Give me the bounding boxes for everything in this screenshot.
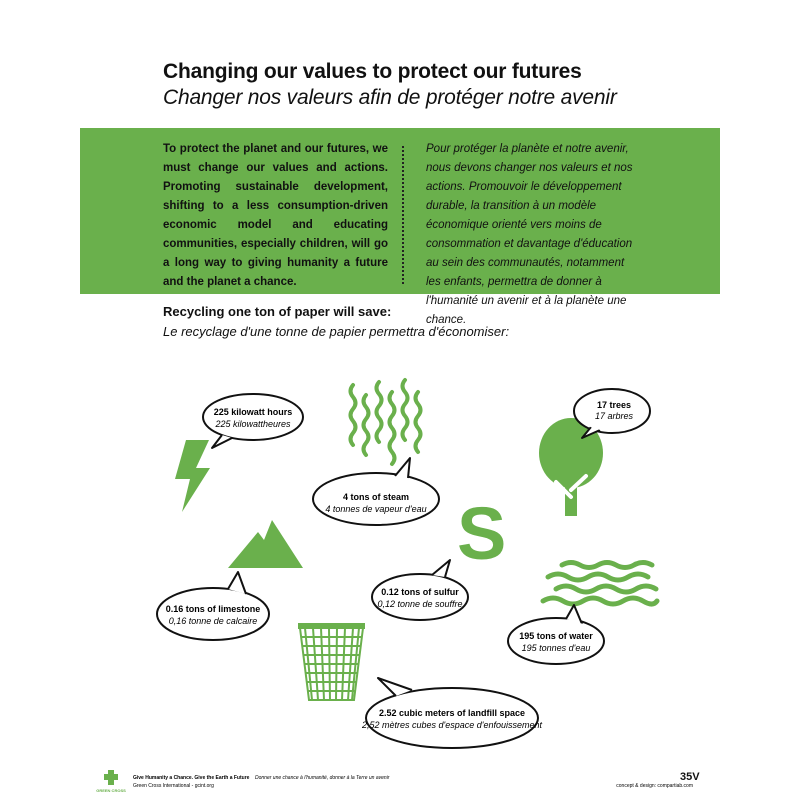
bubble-landfill (361, 678, 543, 748)
page-title-french: Changer nos valeurs afin de protéger notre avenir (163, 86, 617, 109)
bubble-water (508, 605, 604, 664)
footer-org: Green Cross International - gcint.org (133, 783, 214, 789)
footer-tagline-french: Donner une chance à l'humanité, donner à la Terre un avenir (255, 775, 390, 781)
sulfur-label: 0.12 tons of sulfur (381, 587, 459, 597)
landfill-label: 2.52 cubic meters of landfill space (378, 708, 526, 718)
bubble-steam (313, 458, 439, 525)
page-title: Changing our values to protect our futures (163, 60, 582, 83)
bubble-kilowatt (203, 394, 303, 448)
steam-label: 4 tons of steam (342, 492, 410, 502)
steam-label-french: 4 tonnes de vapeur d'eau (325, 504, 427, 514)
intro-text-french: Pour protéger la planète et notre avenir, nous devons changer nos valeurs et nos actions. Promouvoir le développement durable, la transition à un modèle économique orienté vers moins de consommation et davantage d'éducation au sein des communautés, notamment les enfants, permettra de donner à l'humanité un avenir et à la planète une chance. (426, 143, 633, 326)
mountain-icon (228, 520, 303, 568)
kilowatt-label: 225 kilowatt hours (213, 407, 293, 417)
water-label: 195 tons of water (519, 631, 593, 641)
logo-text: GREEN CROSS (96, 788, 126, 793)
limestone-label-french: 0,16 tonne de calcaire (168, 616, 258, 626)
recycling-heading-french: Le recyclage d'une tonne de papier permettra d'économiser: (163, 324, 510, 339)
sulfur-label-french: 0,12 tonne de souffre (377, 599, 463, 609)
bubble-limestone (157, 572, 269, 640)
lightning-bolt-icon (175, 440, 210, 512)
water-waves-icon (543, 563, 657, 605)
green-cross-logo (96, 770, 126, 793)
bubble-sulfur (372, 560, 468, 620)
trees-label: 17 trees (596, 400, 632, 410)
recycling-heading: Recycling one ton of paper will save: (163, 304, 392, 319)
footer-credit: concept & design: compartiab.com (616, 783, 693, 789)
kilowatt-label-french: 225 kilowattheures (215, 419, 291, 429)
letter-s-icon (457, 492, 506, 575)
intro-text-english: To protect the planet and our futures, we must change our values and actions. Promoting sustainable development, shifting to a less consumption-driven economic model and educating communities, especially children, will go a long way to giving humanity a future and the planet a chance. (163, 143, 388, 288)
landfill-label-french: 2,52 mètres cubes d'espace d'enfouissement (361, 720, 543, 730)
limestone-label: 0.16 tons of limestone (165, 604, 261, 614)
wastebasket-icon (299, 624, 364, 700)
water-label-french: 195 tonnes d'eau (521, 643, 591, 653)
steam-icon (351, 380, 421, 464)
trees-label-french: 17 arbres (594, 411, 634, 421)
svg-text:S: S (457, 492, 507, 575)
footer-tagline: Give Humanity a Chance. Give the Earth a Future (133, 775, 250, 781)
page-number: 35V (680, 771, 700, 783)
